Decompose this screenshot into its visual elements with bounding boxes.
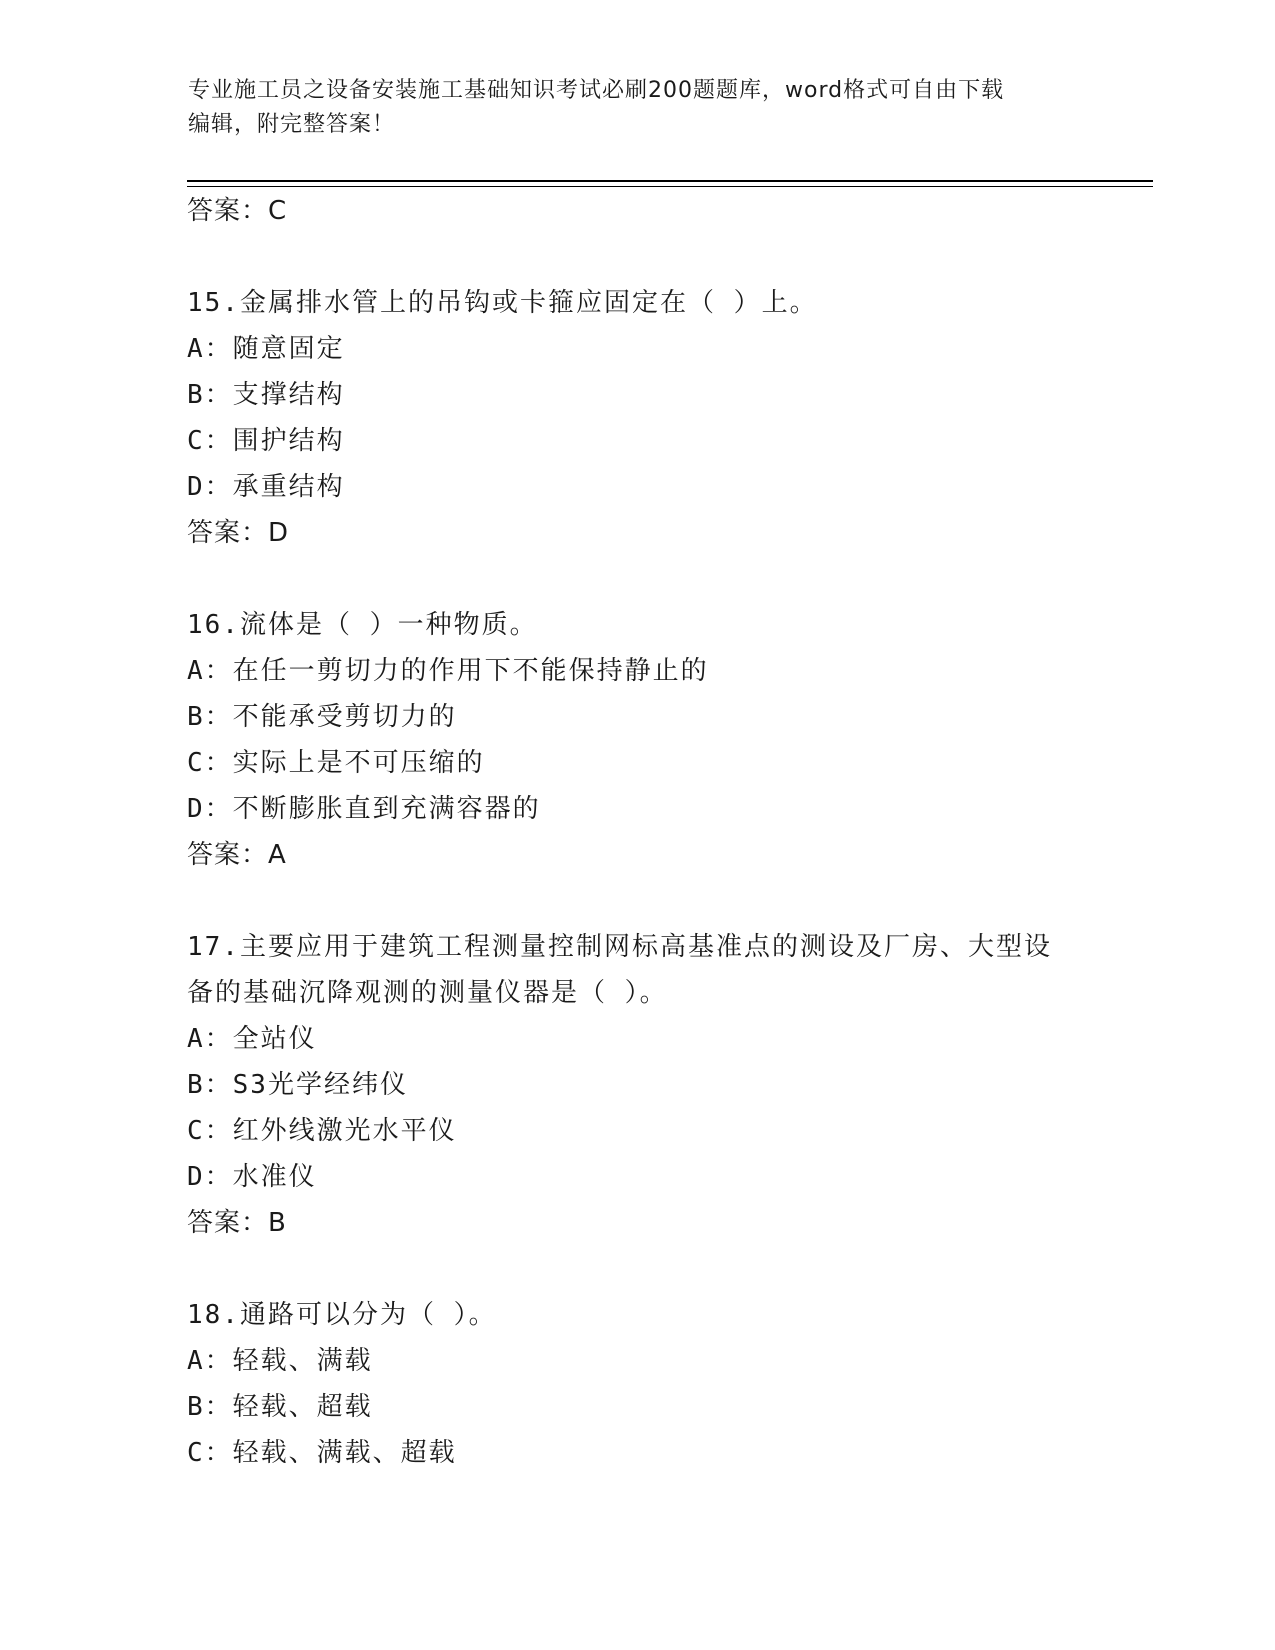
question-block xyxy=(187,924,1087,1246)
option-d: D：不断膨胀直到充满容器的 xyxy=(187,794,541,824)
spacer xyxy=(187,234,1087,280)
spacer xyxy=(187,878,1087,924)
option-c: C：实际上是不可压缩的 xyxy=(187,748,485,778)
spacer xyxy=(187,1246,1087,1292)
header-divider-thin xyxy=(187,186,1153,187)
document-header xyxy=(188,74,1088,142)
question-stem: 16.流体是（ ）一种物质。 xyxy=(187,610,538,640)
question-stem-line2: 备的基础沉降观测的测量仪器是（ ）。 xyxy=(187,978,668,1008)
header-title-line2: 编辑，附完整答案！ xyxy=(188,112,396,137)
option-a: A：随意固定 xyxy=(187,334,345,364)
question-block xyxy=(187,1292,1087,1476)
option-a: A：在任一剪切力的作用下不能保持静止的 xyxy=(187,656,709,686)
question-block xyxy=(187,280,1087,556)
option-c: C：围护结构 xyxy=(187,426,345,456)
answer-line: 答案：B xyxy=(187,1208,287,1238)
option-b: B：S3光学经纬仪 xyxy=(187,1070,408,1100)
answer-line: 答案：C xyxy=(187,196,288,226)
answer-line: 答案：A xyxy=(187,840,287,870)
option-c: C：红外线激光水平仪 xyxy=(187,1116,457,1146)
spacer xyxy=(187,556,1087,602)
header-title-line1: 专业施工员之设备安装施工基础知识考试必刷200题题库，word格式可自由下载 xyxy=(188,78,1005,103)
question-list xyxy=(187,188,1087,1476)
option-c: C：轻载、满载、超载 xyxy=(187,1438,457,1468)
header-divider-thick xyxy=(187,180,1153,182)
option-a: A：轻载、满载 xyxy=(187,1346,373,1376)
option-d: D：水准仪 xyxy=(187,1162,317,1192)
question-stem: 18.通路可以分为（ ）。 xyxy=(187,1300,497,1330)
option-b: B：不能承受剪切力的 xyxy=(187,702,457,732)
answer-line: 答案：D xyxy=(187,518,290,548)
option-b: B：轻载、超载 xyxy=(187,1392,373,1422)
question-block xyxy=(187,602,1087,878)
option-d: D：承重结构 xyxy=(187,472,345,502)
option-a: A：全站仪 xyxy=(187,1024,317,1054)
question-stem: 15.金属排水管上的吊钩或卡箍应固定在（ ）上。 xyxy=(187,288,818,318)
question-stem-line1: 17.主要应用于建筑工程测量控制网标高基准点的测设及厂房、大型设 xyxy=(187,932,1052,962)
option-b: B：支撑结构 xyxy=(187,380,345,410)
